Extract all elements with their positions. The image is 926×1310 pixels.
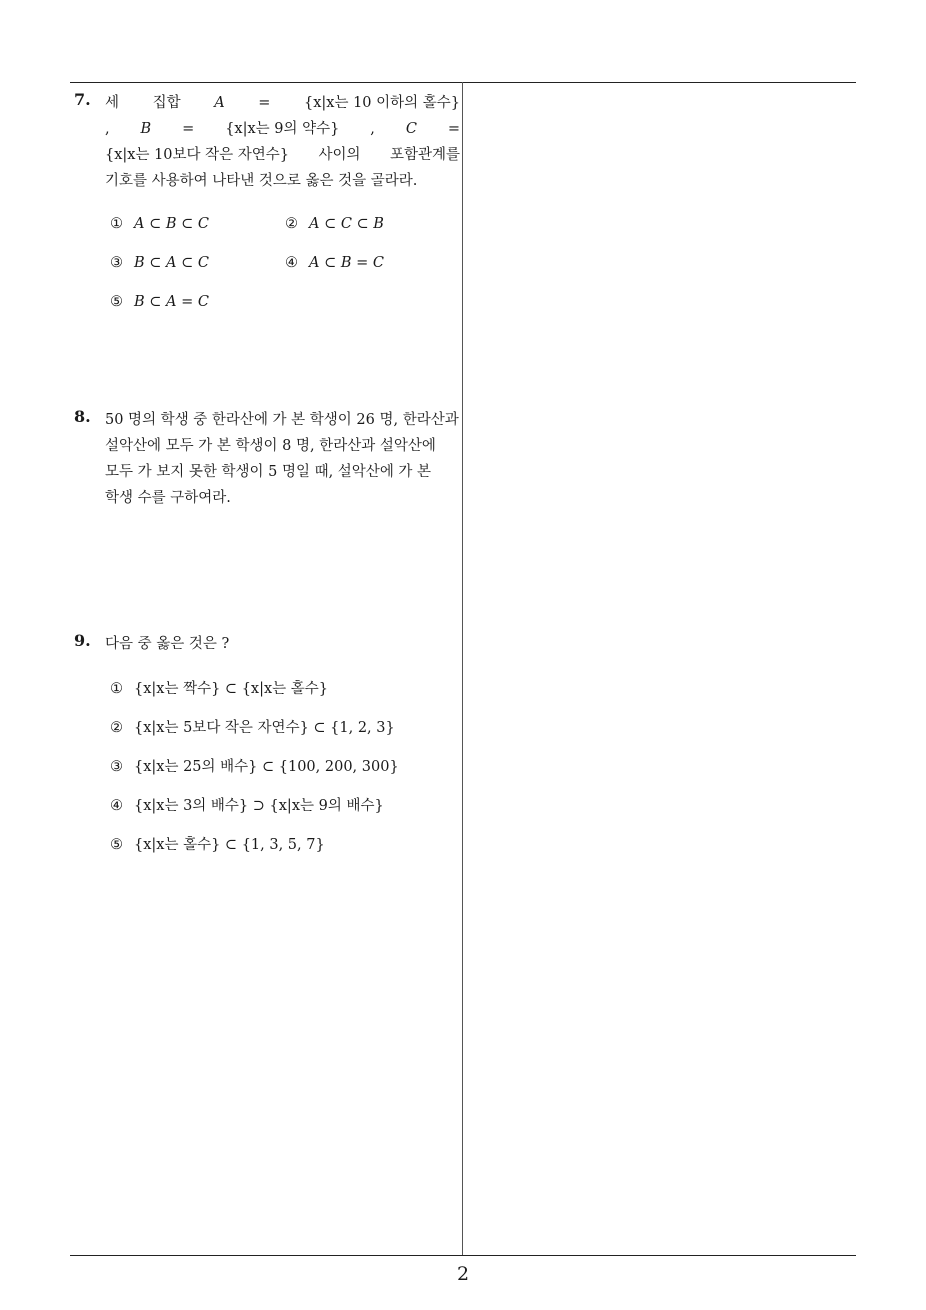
question-stem: 다음 중 옳은 것은 ? — [105, 636, 230, 652]
answer-choices — [110, 216, 460, 333]
choice-3[interactable]: ③ B ⊂ A ⊂ C — [110, 255, 209, 271]
question-number: 8. — [74, 407, 91, 426]
choice-1[interactable]: ① {x|x는 짝수} ⊂ {x|x는 홀수} — [110, 681, 329, 697]
stem-line: 세 집합 A = {x|x는 10 이하의 홀수} — [105, 95, 460, 111]
answer-choices — [110, 677, 460, 872]
column-divider — [462, 82, 463, 1256]
choice-4[interactable]: ④ A ⊂ B = C — [285, 255, 384, 271]
stem-line: 기호를 사용하여 나타낸 것으로 옳은 것을 골라라. — [105, 173, 418, 189]
choice-2[interactable]: ② {x|x는 5보다 작은 자연수} ⊂ {1, 2, 3} — [110, 720, 395, 736]
choice-2[interactable]: ② A ⊂ C ⊂ B — [285, 216, 384, 232]
header-rule — [70, 82, 856, 83]
choice-5[interactable]: ⑤ {x|x는 홀수} ⊂ {1, 3, 5, 7} — [110, 837, 325, 853]
choice-1[interactable]: ① A ⊂ B ⊂ C — [110, 216, 209, 232]
stem-line: , B = {x|x는 9의 약수} , C = — [105, 121, 460, 137]
footer-rule — [70, 1255, 856, 1256]
question-number: 9. — [74, 631, 91, 650]
choice-5[interactable]: ⑤ B ⊂ A = C — [110, 294, 209, 310]
question-8 — [74, 407, 460, 511]
question-number: 7. — [74, 90, 91, 109]
choice-4[interactable]: ④ {x|x는 3의 배수} ⊃ {x|x는 9의 배수} — [110, 798, 384, 814]
question-stem: 50 명의 학생 중 한라산에 가 본 학생이 26 명, 한라산과 설악산에 모두 가 본 학생이 8 명, 한라산과 설악산에 모두 가 보지 못한 학생이 5 명일 때, 설악산에 가 본 학생 수를 구하여라. — [105, 412, 459, 506]
choice-3[interactable]: ③ {x|x는 25의 배수} ⊂ {100, 200, 300} — [110, 759, 399, 775]
page-number: 2 — [456, 1263, 470, 1285]
stem-line: {x|x는 10보다 작은 자연수} 사이의 포함관계를 — [105, 147, 460, 163]
question-stem — [105, 90, 460, 194]
question-7 — [74, 90, 460, 333]
question-9 — [74, 631, 460, 872]
